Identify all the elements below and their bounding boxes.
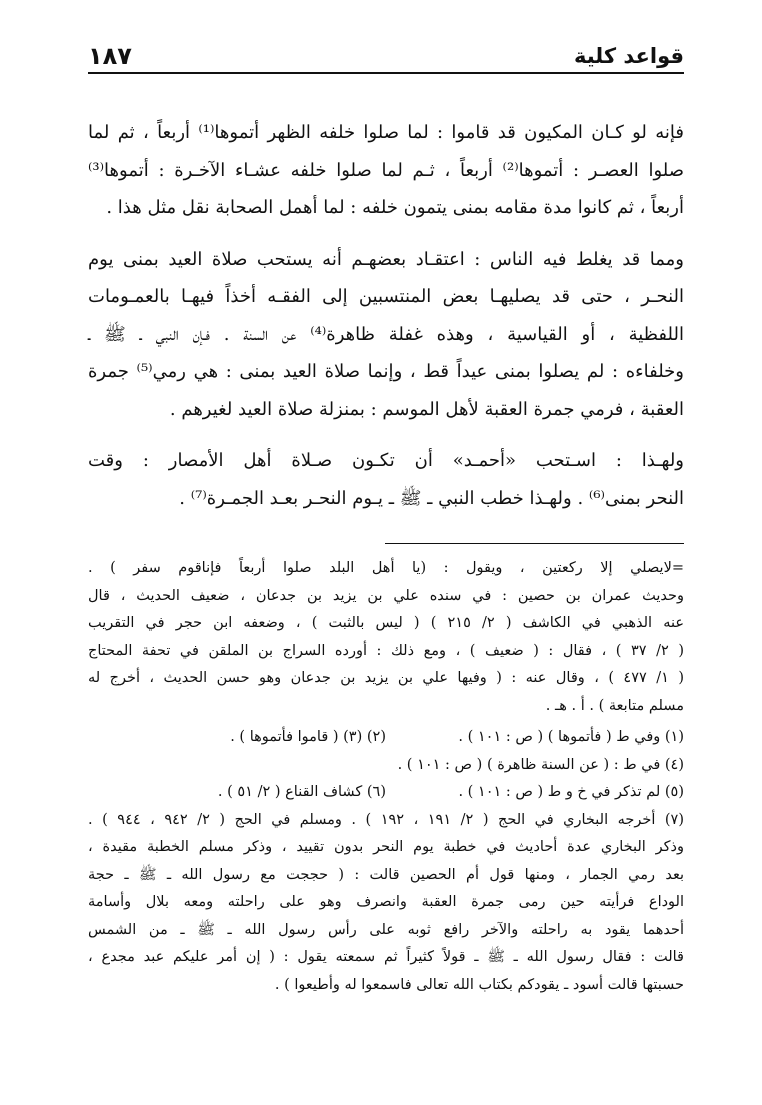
footnote-row-4 — [88, 752, 684, 780]
footnote-continuation-line: عنه الذهبي في الكاشف ( ٢/ ٢١٥ ) ( ليس بالثبت ) ، وضعفه ابن حجر في التقريب — [88, 615, 684, 631]
text-line: وخلفاءه : لم يصلوا بمنى عيداً قط ، وإنما صلاة العيد بمنى : هي رمي⁽⁵⁾ جمرة — [88, 361, 684, 382]
footnote-4: (٤) في ط : ( عن السنة ظاهرة ) ( ص : ١٠١ ) . — [397, 756, 684, 773]
page-number: ١٨٧ — [88, 42, 132, 70]
text-line: فإنه لو كـان المكيون قد قاموا : لما صلوا خلفه الظهر أتموها⁽¹⁾ أربعاً ، ثم لما — [88, 122, 684, 143]
main-text — [88, 114, 684, 531]
running-title: قواعد كلية — [574, 44, 684, 68]
footnote-continuation-line: =لايصلي إلا ركعتين ، ويقول : (يا أهل البلد صلوا أربعاً فإناقوم سفر ) . — [88, 560, 684, 576]
text-line: أربعاً ، ثم كانوا مدة مقامه بمنى يتمون خلفه : لما أهمل الصحابة نقل مثل هذا . — [106, 197, 684, 218]
paragraph-eid-prayer-at-mina — [88, 241, 684, 429]
footnote-continuation-line: ( ٢/ ٣٧ ) ، فقال : ( ضعيف ) ، ومع ذلك : أورده السراج بن الملقن في تحفة المحتاج — [88, 642, 684, 659]
footnote-continuation-line: ( ١/ ٤٧٧ ) ، وقال عنه : ( وفيها علي بن يزيد بن جدعان وهو حسن الحديث ، أخرج له — [88, 670, 684, 686]
paragraph-nahr-sermon — [88, 442, 684, 517]
text-line: النحـر ، حتى قد يصليهـا بعض المنتسبين إلى الفقـه أخذاً فيهـا بالعمـومات — [88, 286, 684, 307]
footnote-7-line: وذكر البخاري عدة أحاديث في خطبة يوم النحر بدون تقييد ، وذكر مسلم الخطبة مقيدة ، — [88, 839, 684, 855]
text-line: ومما قد يغلط فيه الناس : اعتقـاد بعضهـم أنه يستحب صلاة العيد بمنى يوم — [88, 248, 684, 270]
footnote-7-line: (٧) أخرجه البخاري في الحج ( ٢/ ١٩١ ، ١٩٢ ) . ومسلم في الحج ( ٢/ ٩٤٢ ، ٩٤٤ ) . — [88, 811, 684, 828]
text-line: ولهـذا : اسـتحب «أحمـد» أن تكـون صـلاة أهل الأمصار : وقت — [88, 450, 684, 471]
footnote-7-line: حسبتها قالت أسود ـ يقودكم بكتاب الله تعالى فاسمعوا له وأطيعوا ) . — [274, 976, 684, 993]
header-rule — [88, 72, 684, 74]
footnote-2-3: (٢) (٣) ( قاموا فأتموها ) . — [230, 729, 386, 745]
footnotes — [88, 555, 684, 999]
footnote-separator — [385, 543, 684, 544]
paragraph-meccans-completed-prayer — [88, 114, 684, 227]
footnote-row-1-3 — [88, 724, 684, 752]
footnote-7-line: قالت : فقال رسول الله ـ ﷺ ـ قولاً كثيراً ثم سمعته يقول : ( إن أمر عليكم عبد مجدع ، — [88, 949, 684, 965]
text-line: العقبة ، فرمي جمرة العقبة لأهل الموسم : بمنزلة صلاة العيد لغيرهم . — [169, 398, 684, 420]
footnote-5: (٥) لم تذكر في خ و ط ( ص : ١٠١ ) . — [458, 784, 684, 800]
footnote-row-5-6 — [88, 779, 684, 807]
footnote-6: (٦) كشاف القناع ( ٢/ ٥١ ) . — [217, 784, 386, 800]
footnote-7-line: أحدهما يقود به راحلته والآخر رافع ثوبه على رأس رسول الله ـ ﷺ ـ من الشمس — [88, 921, 684, 938]
footnote-continuation-line: وحديث عمران بن حصين : في سنده علي بن يزيد بن جدعان ، ضعيف الحديث ، قال — [88, 587, 684, 604]
footnote-7-line: بعد رمي الجمار ، ومنها قول أم الحصين قالت : ( حججت مع رسول الله ـ ﷺ ـ حجة — [88, 866, 684, 883]
text-line: النحر بمنى⁽⁶⁾ . ولهـذا خطب النبي ـ ﷺ ـ يـوم النحـر بعـد الجمـرة⁽⁷⁾ . — [179, 487, 684, 509]
text-line: اللفظية ، أو القياسية ، وهذه غفلة ظاهرة⁽⁴⁾ عن السنة . فـإن النبي ـ ﷺ ـ — [88, 323, 684, 345]
footnote-1: (١) وفي ط ( فأتموها ) ( ص : ١٠١ ) . — [458, 729, 684, 745]
page-header — [88, 34, 684, 70]
footnote-7-line: الوداع فرأيته حين رمى جمرة العقبة وانصرف وهو على راحلته ومعه بلال وأسامة — [88, 894, 684, 910]
text-line: صلوا العصـر : أتموها⁽²⁾ أربعاً ، ثـم لما صلوا خلفه عشـاء الآخـرة : أتموها⁽³⁾ — [88, 159, 684, 181]
footnote-continuation-line: مسلم متابعة ) . أ . هـ . — [545, 697, 684, 714]
